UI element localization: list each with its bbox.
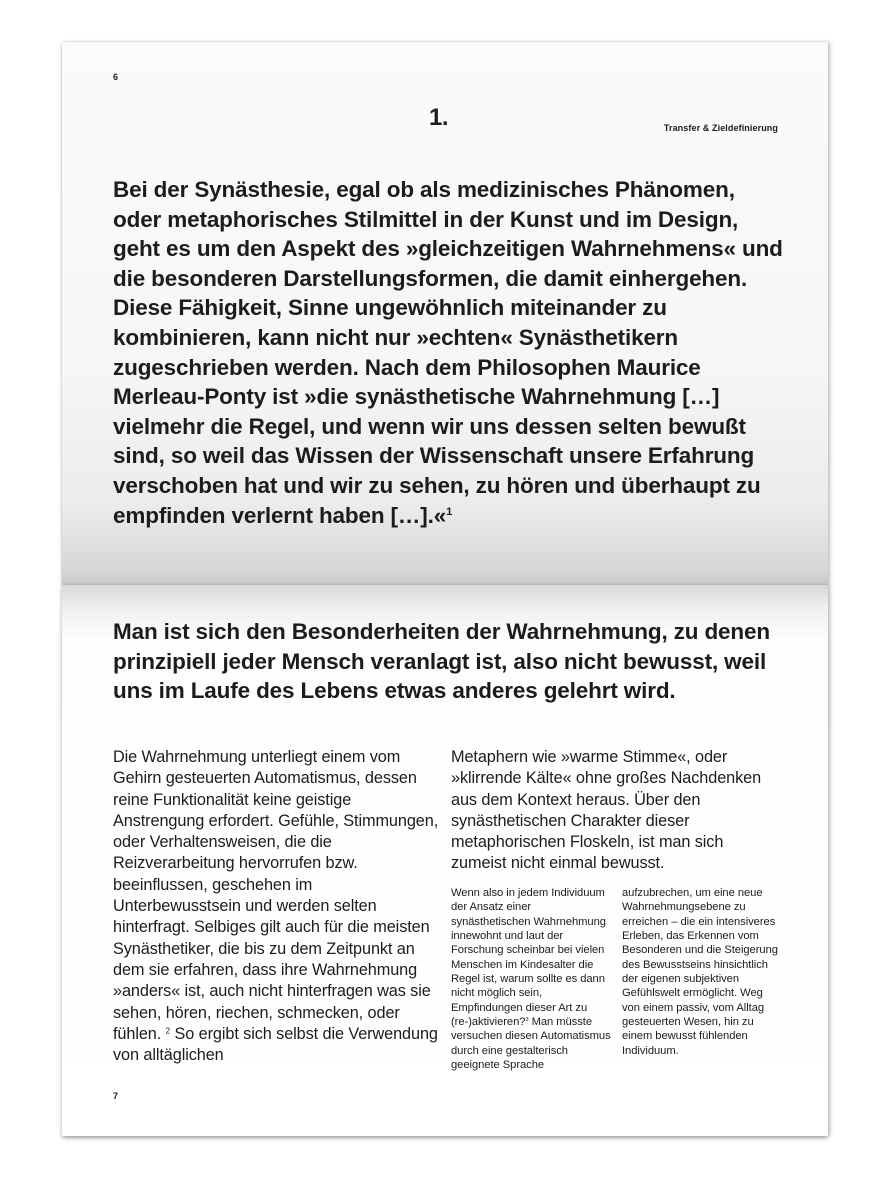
page-number: 7 (113, 1091, 119, 1101)
page-number: 6 (113, 72, 119, 82)
page-fold-shadow (62, 570, 828, 585)
small-column-one-text-continued: Man müsste versuchen diesen Automatismus durch eine gestalterisch geeignete Sprache (451, 1016, 611, 1072)
intro-paragraph-text: Bei der Synästhesie, egal ob als medizinisches Phänomen, oder metaphorisches Stilmittel in der Kunst und im Design, geht es um den Aspekt des »gleichzeitigen Wahrnehmens« und die besonderen Darstellungsformen, die damit einhergehen. Diese Fähigkeit, Sinne ungewöhnlich miteinander zu kombinieren, kann nicht nur »echten« Synästhetikern zugeschrieben werden. Nach dem Philosophen Maurice Merleau-Ponty ist »die synästhetische Wahrnehmung […] vielmehr die Regel, und wenn wir uns dessen selten bewußt sind, so weil das Wissen der Wissenschaft unsere Erfahrung verschoben hat und wir zu sehen, zu hören und überhaupt zu empfinden verlernt haben […].« (113, 177, 783, 528)
top-page (62, 42, 828, 585)
chapter-number: 1. (429, 104, 449, 131)
footnote-marker: 2 (165, 1026, 171, 1036)
body-column-right: Metaphern wie »warme Stimme«, oder »klirrende Kälte« ohne großes Nachdenken aus dem Kontext heraus. Über den synästhetischen Charakter dieser metaphorischen Floskeln, ist man sich zumeist nicht einmal bewusst. (451, 748, 762, 873)
body-left-text: Die Wahrnehmung unterliegt einem vom Gehirn gesteuerten Automatismus, dessen reine Funktionalität keine geistige Anstrengung erfordert. Gefühle, Stimmungen, oder Verhaltensweisen, die die Reizverarbeitung hervorrufen bzw. beeinflussen, geschehen im Unterbewusstsein und werden selten hinterfragt. Selbiges gilt auch für die meisten Synästhetiker, die bis zu dem Zeitpunkt an dem sie erfahren, dass ihre Wahrnehmung »anders« ist, auch nicht hinterfragen was sie sehen, hören, riechen, schmecken, oder fühlen. (113, 748, 439, 1043)
bottom-page (62, 585, 828, 1136)
body-column-left (113, 747, 443, 1066)
small-column-one-text: Wenn also in jedem Individuum der Ansatz einer synästhetischen Wahrnehmung innewohnt und laut der Forschung scheinbar bei vielen Menschen im Kindesalter die Regel ist, warum sollte es dann nicht möglich sein, Empfindungen dieser Art zu (re-)aktivieren? (451, 887, 606, 1029)
magazine-spread (62, 42, 828, 1136)
footnote-marker: 3 (525, 1017, 529, 1024)
small-column-two: aufzubrechen, um eine neue Wahrnehmungsebene zu erreichen – die ein intensiveres Erleben, das Erkennen vom Besonderen und die Steigerung des Bewusstseins hinsichtlich der eigenen subjektiven Gefühlswelt ermöglicht. Weg von einem passiv, vom Alltag gesteuerten Wesen, hin zu einem bewusst fühlenden Individuum. (622, 887, 778, 1057)
lead-paragraph: Man ist sich den Besonderheiten der Wahrnehmung, zu denen prinzipiell jeder Mensch veranlagt ist, also nicht bewusst, weil uns im Laufe des Lebens etwas anderes gelehrt wird. (113, 619, 770, 704)
running-head: Transfer & Zieldefinierung (663, 123, 778, 133)
body-left-text-continued: So ergibt sich selbst die Verwendung von alltäglichen (113, 1024, 438, 1065)
small-column-one (451, 886, 611, 1072)
footnote-marker: 1 (446, 505, 453, 518)
intro-paragraph (113, 175, 789, 530)
